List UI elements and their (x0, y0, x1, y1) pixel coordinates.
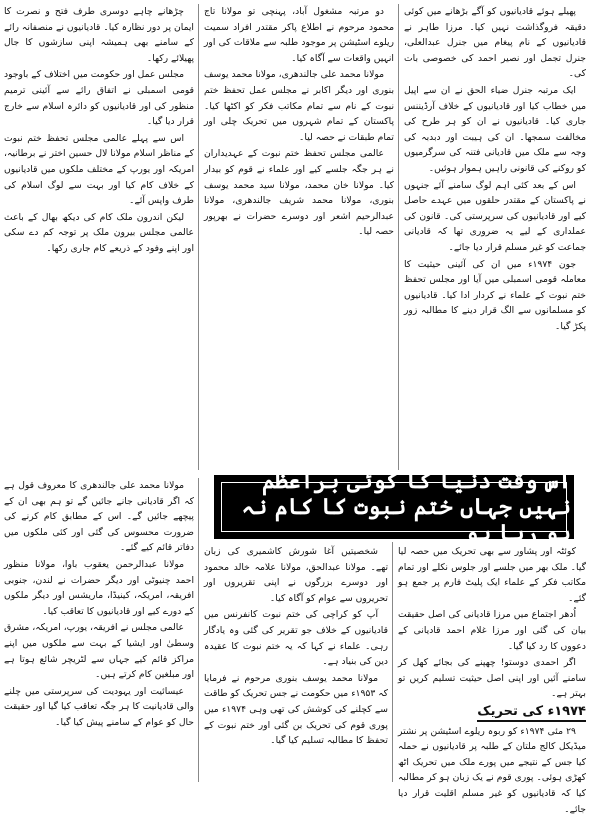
column-divider (392, 542, 393, 782)
paragraph: شخصیتیں آغا شورش کاشمیری کی زبان تھے۔ مولانا عبدالحق، مولانا علامہ خالد محمود اور دوسرے بزرگوں نے اپنی تقریروں اور تحریروں سے عوام کو آگاہ کیا۔ (204, 546, 388, 604)
headline-banner (214, 468, 574, 546)
headline-text: اس وقت دنیا کا کوئی براعظم نہیں جہاں ختم نبوت کا کام نہ ہو رہا ہو (241, 468, 571, 546)
paragraph: مولانا محمد یوسف بنوری مرحوم نے فرمایا کہ ۱۹۵۳ء میں حکومت نے جس تحریک کو طاقت سے کچلنے کی کوشش کی تھی وہی ۱۹۷۴ء میں پوری قوم کی تحریک بن گئی اور ختم نبوت کے تحفظ کا مطالبہ تسلیم کیا گیا۔ (204, 672, 388, 747)
article-column-middle (204, 4, 394, 470)
paragraph: چڑھانے چاہے دوسری طرف فتح و نصرت کا ایمان پر دور نظارہ کیا۔ قادیانیوں نے منصفانہ رائے کے سامنے بھی ہمیشہ اپنی سازشوں کا جال پھیلائے رکھا۔ (4, 6, 194, 64)
paragraph: اس سے پہلے عالمی مجلس تحفظ ختم نبوت کے مناظر اسلام مولانا لال حسین اختر نے برطانیہ، امریکہ اور یورپ کے مختلف ملکوں میں قادیانیوں کے خلاف کام کیا اور بہت سے لوگ اسلام کی طرف واپس آئے۔ (4, 132, 194, 207)
paragraph: جون ۱۹۷۴ء میں ان کی آئینی حیثیت کا معاملہ قومی اسمبلی میں آیا اور مجلس تحفظ ختم نبوت کے علماء نے کردار ادا کیا۔ قادیانیوں کو مسلمانوں سے الگ قرار دینے کا مطالبہ زور پکڑ گیا۔ (404, 258, 586, 332)
paragraph: آپ کو کراچی کی ختم نبوت کانفرنس میں قادیانیوں کے خلاف جو تقریر کی گئی وہ یادگار رہی۔ علماء نے کہا کہ یہ ختم نبوت کا عقیدہ دین کی بنیاد ہے۔ (204, 609, 388, 668)
subheading-wrap (398, 704, 586, 722)
article-column-left (4, 4, 194, 472)
paragraph: مولانا محمد علی جالندھری کا معروف قول ہے کہ اگر قادیانی جانے جائیں گے تو ہم بھی ان کے پیچھے جائیں گے۔ اس کے مطابق کام کرنے کی ضرورت محسوس کی گئی اور کئی ملکوں میں دفاتر قائم کیے گئے۔ (4, 480, 194, 554)
paragraph: عالمی مجلس تحفظ ختم نبوت کے عہدیداران نے ہر جگہ جلسے کیے اور علماء نے قوم کو بیدار کیا۔ مولانا خان محمد، مولانا سید محمد یوسف بنوری، مولانا محمد شریف جالندھری، مولانا عبدالرحیم اشعر اور دوسرے حضرات نے بھرپور حصہ لیا۔ (204, 148, 394, 238)
column-divider (398, 4, 399, 470)
article-column-right (404, 4, 586, 470)
paragraph: عالمی مجلس نے افریقہ، یورپ، امریکہ، مشرق وسطیٰ اور ایشیا کے بہت سے ملکوں میں اپنے مراکز قائم کیے جہاں سے لٹریچر شائع ہوتا ہے اور مبلغین کام کرتے ہیں۔ (4, 622, 194, 681)
paragraph: دو مرتبہ مشغول آباد، پہنچی تو مولانا تاج محمود مرحوم نے اطلاع پاکر مقتدر افراد سمیت ریلوے اسٹیشن پر موجود طلبہ سے ملاقات کی اور انہیں واقعات سے آگاہ کیا۔ (204, 6, 394, 64)
paragraph: مجلس عمل اور حکومت میں اختلاف کے باوجود قومی اسمبلی نے اتفاق رائے سے آئینی ترمیم منظور کی اور قادیانیوں کو دائرہ اسلام سے خارج قرار دیا گیا۔ (4, 69, 194, 128)
paragraph: ۲۹ مئی ۱۹۷۴ء کو ربوہ ریلوے اسٹیشن پر نشتر میڈیکل کالج ملتان کے طلبہ پر قادیانیوں نے حملہ کیا جس کے نتیجے میں پورے ملک میں تحریک اٹھ کھڑی ہوئی۔ پوری قوم نے یک زبان ہو کر مطالبہ کیا کہ قادیانیوں کو غیر مسلم اقلیت قرار دیا جائے۔ (398, 725, 586, 815)
paragraph: عیسائیت اور یہودیت کی سرپرستی میں چلنے والی قادیانیت کا ہر جگہ تعاقب کیا گیا اور حقیقت حال کو عوام کے سامنے پیش کیا گیا۔ (4, 685, 194, 728)
column-divider (198, 478, 199, 782)
paragraph: مولانا محمد علی جالندھری، مولانا محمد یوسف بنوری اور دیگر اکابر نے مجلس عمل تحفظ ختم نبوت کے نام سے تمام مکاتب فکر کو اکٹھا کیا۔ پاکستان کے تمام شہروں میں تحریک چلی اور تمام طبقات نے حصہ لیا۔ (204, 69, 394, 143)
paragraph: اگر احمدی دوستو! چھپنے کی بجائے کھل کر سامنے آئیں اور اپنی اصل حیثیت تسلیم کریں تو بہتر ہے۔ (398, 657, 586, 700)
article-column-bottom-right (398, 544, 586, 815)
column-divider (198, 4, 199, 470)
paragraph: ایک مرتبہ جنرل ضیاء الحق نے ان سے اپیل میں خطاب کیا اور قادیانیوں کے خلاف آرڈیننس جاری کیا۔ قادیانیوں نے ان کو ہر طرح کی مخالفت سمجھا۔ ان کی ہیبت اور دبدبہ کی وجہ سے ملک میں قادیانی فتنہ کی سرگرمیوں کو روکنے کی قانونی راہیں ہموار ہوئیں۔ (404, 84, 586, 174)
article-column-bottom-middle (204, 544, 388, 783)
paragraph: پھیلے ہوئے قادیانیوں کو آگے بڑھانے میں کوئی دقیقہ فروگذاشت نہیں کیا۔ مرزا طاہر نے قادیانیوں کے نام پیغام میں جنرل عبدالعلی، جنرل تجمل اور نصیر احمد کی خصوصی بات کی۔ (404, 6, 586, 80)
paragraph: اس کے بعد کئی اہم لوگ سامنے آئے جنہوں نے پاکستان کے مقتدر حلقوں میں عہدے حاصل کیے اور قادیانیوں کی سرپرستی کی۔ قانون کی عملداری کے لیے یہ ضروری تھا کہ قادیانی جماعت کو غیر مسلم قرار دیا جائے۔ (404, 179, 586, 253)
subheading: ۱۹۷۴ء کی تحریک (477, 704, 586, 722)
paragraph: مولانا عبدالرحمن یعقوب باوا، مولانا منظور احمد چنیوٹی اور دیگر حضرات نے لندن، جنوبی افریقہ، امریکہ، کینیڈا، ماریشس اور دیگر ملکوں کے دورے کیے اور قادیانیوں کا تعاقب کیا۔ (4, 558, 194, 617)
paragraph: اُدھر اجتماع میں مرزا قادیانی کی اصل حقیقت بیان کی گئی اور مرزا غلام احمد قادیانی کے دعووں کا رد کیا گیا۔ (398, 609, 586, 652)
article-column-bottom-left (4, 478, 194, 783)
paragraph: کوئٹہ اور پشاور سے بھی تحریک میں حصہ لیا گیا۔ ملک بھر میں جلسے اور جلوس نکلے اور تمام مکاتب فکر کے علماء ایک پلیٹ فارم پر جمع ہو گئے۔ (398, 546, 586, 604)
paragraph: لیکن اندرون ملک کام کی دیکھ بھال کے باعث عالمی مجلس بیرون ملک پر توجہ کم دے سکی اور اپنے وفود کے ذریعے کام جاری رکھا۔ (4, 211, 194, 254)
